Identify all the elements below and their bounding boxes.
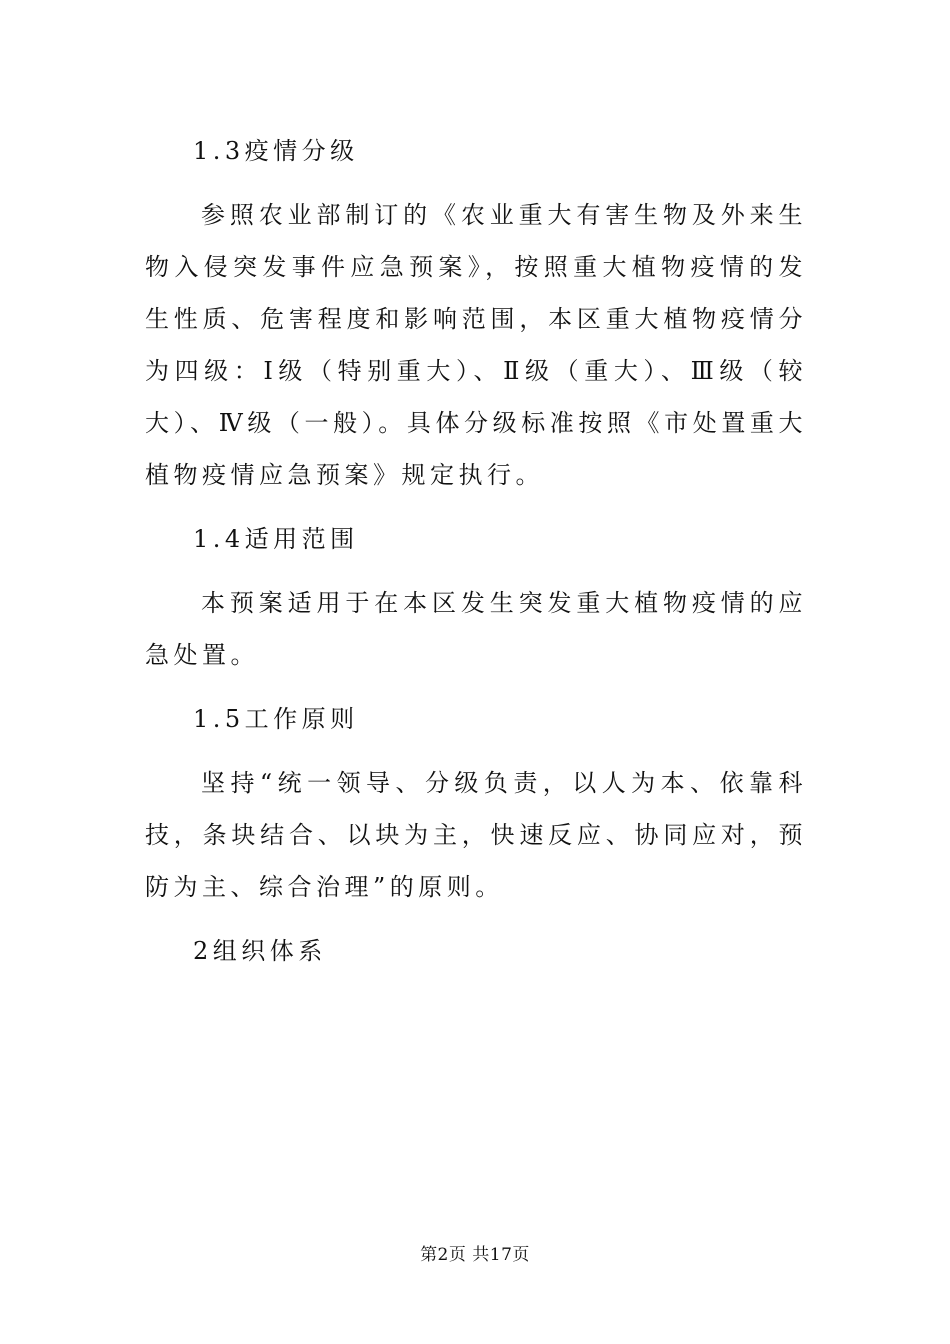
page-footer: 第2页 共17页 <box>420 1245 530 1265</box>
section-heading-1-4: 1.4适用范围 <box>193 525 359 553</box>
section-paragraph-1-5: 坚持“统一领导、分级负责，以人为本、依靠科技，条块结合、以块为主，快速反应、协同应对，预防为主、综合治理”的原则。 <box>145 769 807 901</box>
section-heading-2: 2组织体系 <box>193 937 327 965</box>
section-paragraph-1-3: 参照农业部制订的《农业重大有害生物及外来生物入侵突发事件应急预案》，按照重大植物疫情的发生性质、危害程度和影响范围，本区重大植物疫情分为四级：Ⅰ级（特别重大）、Ⅱ级（重大）、Ⅲ级（较大）、Ⅳ级（一般）。具体分级标准按照《市处置重大植物疫情应急预案》规定执行。 <box>145 201 807 489</box>
section-heading-1-3: 1.3疫情分级 <box>193 137 359 165</box>
document-body <box>145 125 807 989</box>
section-paragraph-1-4: 本预案适用于在本区发生突发重大植物疫情的应急处置。 <box>145 589 807 669</box>
section-heading-1-5: 1.5工作原则 <box>193 705 359 733</box>
